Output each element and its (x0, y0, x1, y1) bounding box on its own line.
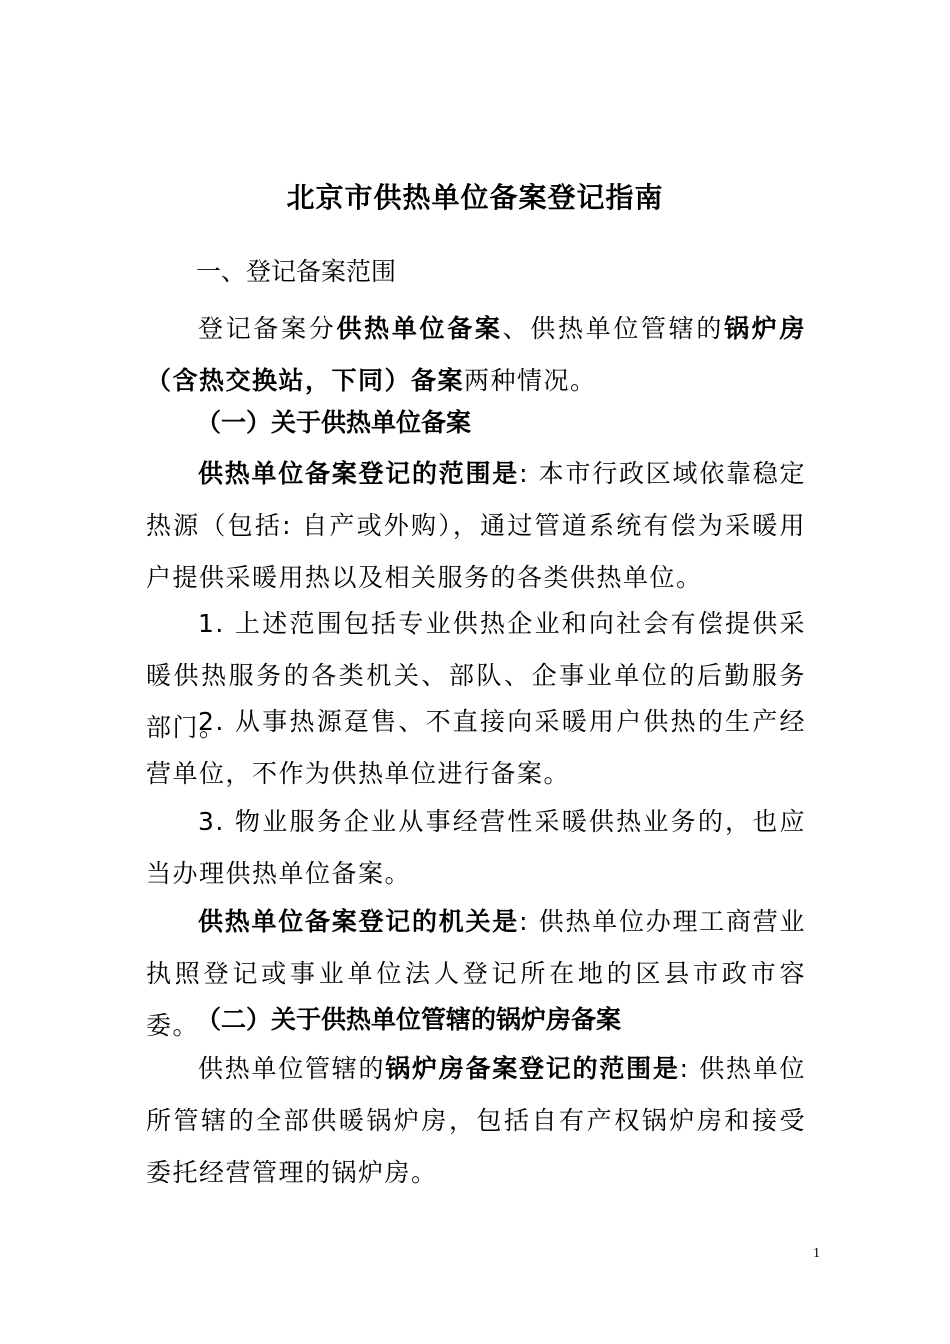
bold-label-boiler-scope: 锅炉房备案登记的范围是 (385, 1054, 680, 1083)
paragraph-registration-scope (146, 448, 806, 604)
text-segment: : 本市行政区域依靠稳定热源（包括: 自产或外购），通过管道系统有偿为采暖用户提供采暖用热以及相关服务的各类供热单位。 (146, 459, 806, 592)
subsection-heading-boiler-room: （二）关于供热单位管辖的锅炉房备案 (196, 1005, 622, 1034)
bold-term-heating-unit-registration: 供热单位备案 (336, 314, 503, 343)
paragraph-boiler-room-scope (146, 1043, 806, 1199)
bold-label-authority: 供热单位备案登记的机关是 (198, 907, 520, 936)
list-item-3: 3. 物业服务企业从事经营性采暖供热业务的，也应当办理供热单位备案。 (146, 807, 806, 888)
bold-term-boiler-room-registration: 锅炉房（含热交换站，下同）备案 (146, 314, 806, 395)
list-item-2: 2. 从事热源趸售、不直接向采暖用户供热的生产经营单位，不作为供热单位进行备案。 (146, 707, 806, 788)
text-segment: 登记备案分 (198, 314, 337, 343)
list-item-1: 1. 上述范围包括专业供热企业和向社会有偿提供采暖供热服务的各类机关、部队、企事业单位的后勤服务部门。 (146, 609, 806, 742)
text-segment: 供热单位管辖的 (198, 1054, 386, 1083)
text-segment: : 供热单位办理工商营业执照登记或事业单位法人登记所在地的区县市政市容委。 (146, 907, 806, 1040)
text-segment: 、供热单位管辖的 (502, 314, 725, 343)
section-heading-scope: 一、登记备案范围 (196, 257, 397, 286)
document-title: 北京市供热单位备案登记指南 (286, 181, 664, 214)
subsection-heading-heating-unit: （一）关于供热单位备案 (196, 408, 472, 437)
text-segment: 两种情况。 (464, 366, 597, 395)
bold-label-scope: 供热单位备案登记的范围是 (198, 459, 520, 488)
page-number: 1 (813, 1246, 820, 1261)
paragraph-registration-types (146, 303, 806, 407)
text-segment: : 供热单位所管辖的全部供暖锅炉房，包括自有产权锅炉房和接受委托经营管理的锅炉房。 (146, 1054, 806, 1187)
